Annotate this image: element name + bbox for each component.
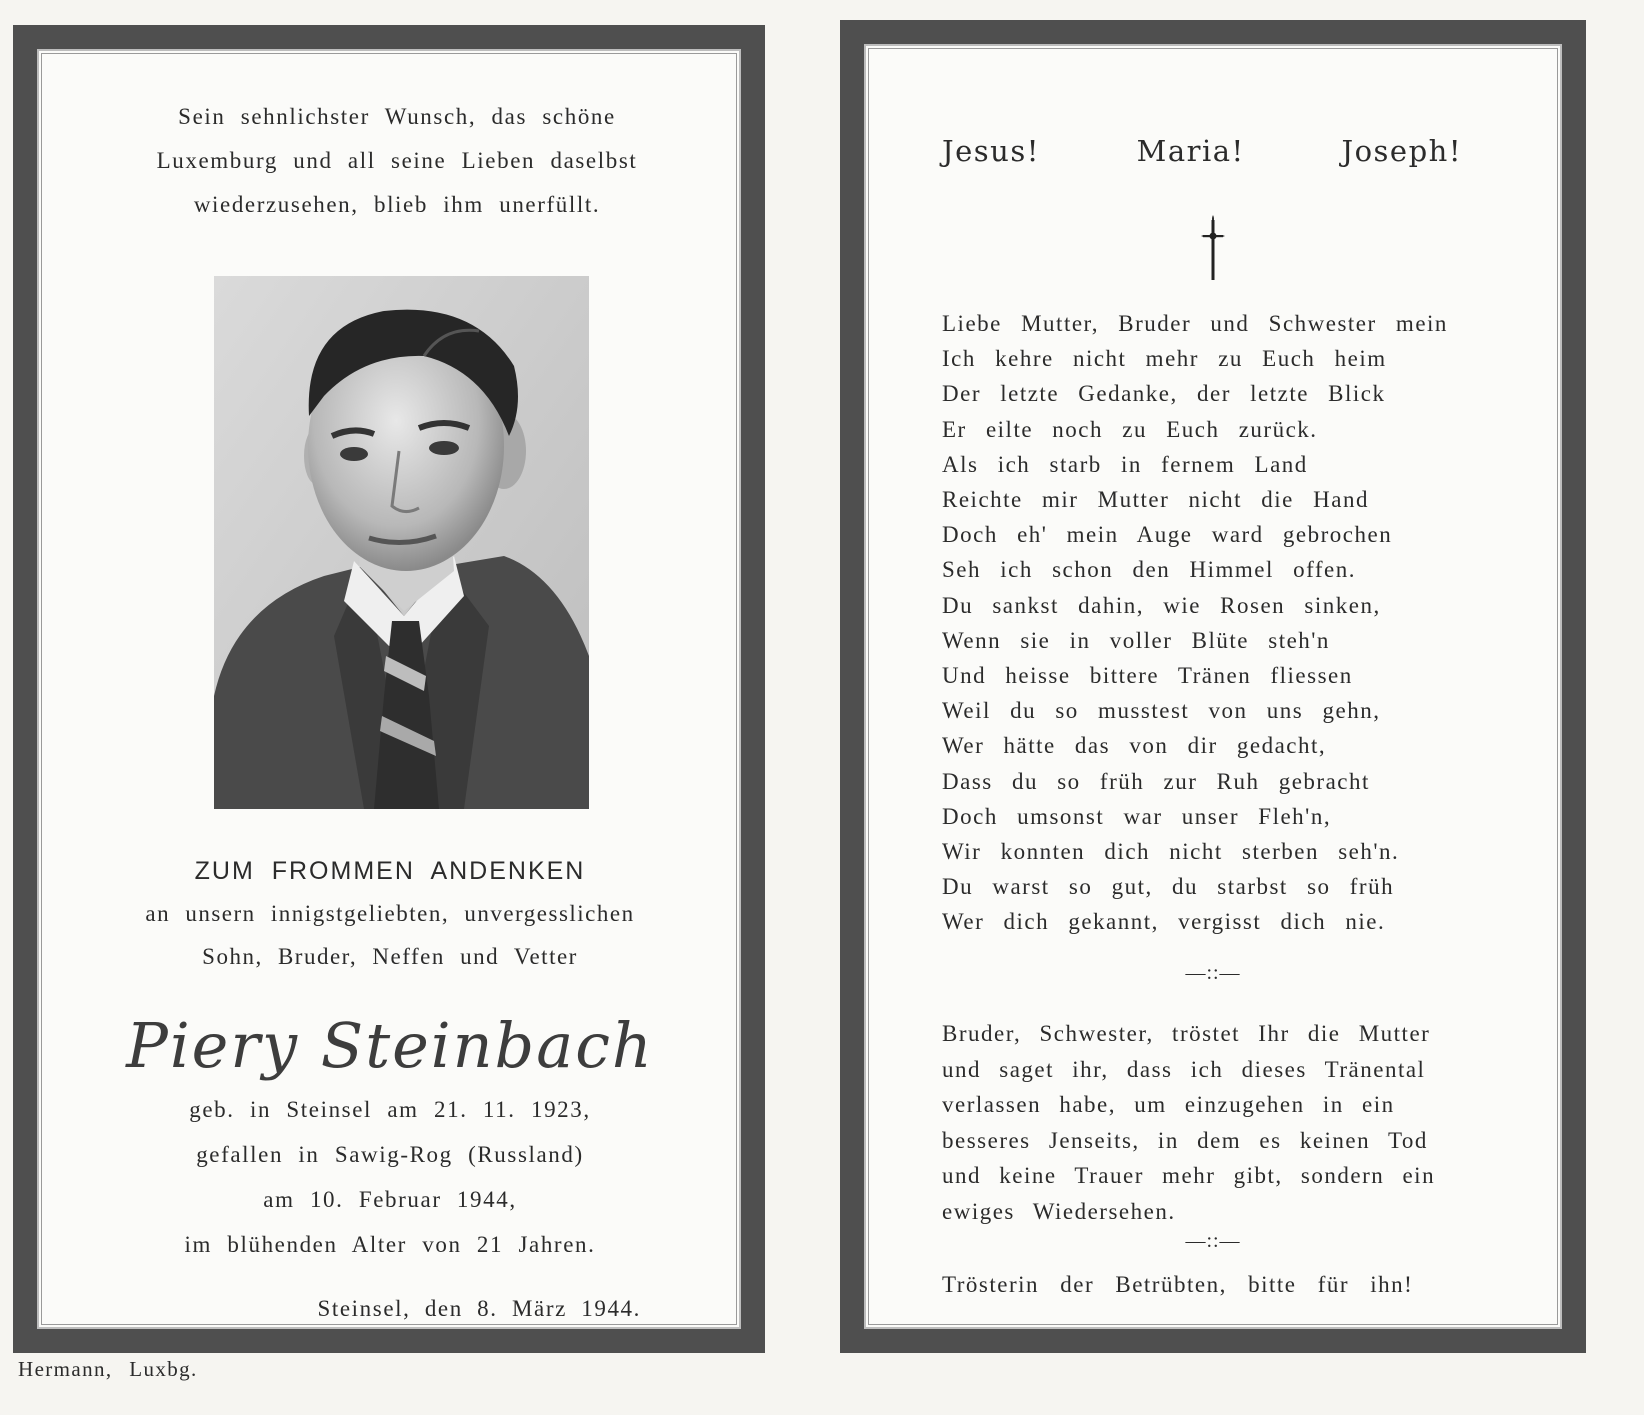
poem-line: Weil du so musstest von uns gehn, bbox=[942, 698, 1381, 724]
death-place-line: gefallen in Sawig-Rog (Russland) bbox=[196, 1142, 584, 1167]
poem-line: Doch eh' mein Auge ward gebrochen bbox=[942, 522, 1393, 548]
poem-line: Wer dich gekannt, vergisst dich nie. bbox=[942, 909, 1386, 935]
poem bbox=[942, 306, 1482, 940]
holy-names bbox=[942, 134, 1462, 168]
place-and-date: Steinsel, den 8. März 1944. bbox=[317, 1296, 641, 1321]
wish-line: Sein sehnlichster Wunsch, das schöne bbox=[178, 104, 616, 129]
wish-line: wiederzusehen, blieb ihm unerfüllt. bbox=[193, 192, 601, 217]
holy-name-maria: Maria! bbox=[1136, 134, 1245, 168]
poem-line: Du warst so gut, du starbst so früh bbox=[942, 874, 1395, 900]
poem-line: Der letzte Gedanke, der letzte Blick bbox=[942, 381, 1386, 407]
memorial-relation-line: Sohn, Bruder, Neffen und Vetter bbox=[202, 944, 578, 969]
wish-line: Luxemburg und all seine Lieben daselbst bbox=[156, 148, 638, 173]
poem-line: Du sankst dahin, wie Rosen sinken, bbox=[942, 592, 1381, 618]
poem-line: Er eilte noch zu Euch zurück. bbox=[942, 416, 1318, 442]
consolation-line: und saget ihr, dass ich dieses Tränental bbox=[942, 1056, 1426, 1082]
poem-line: Dass du so früh zur Ruh gebracht bbox=[942, 768, 1370, 794]
holy-name-jesus: Jesus! bbox=[942, 134, 1040, 168]
birth-line: geb. in Steinsel am 21. 11. 1923, bbox=[189, 1097, 591, 1122]
holy-name-joseph: Joseph! bbox=[1341, 134, 1462, 168]
consolation-line: und keine Trauer mehr gibt, sondern ein bbox=[942, 1163, 1436, 1188]
deceased-name: Piery Steinbach bbox=[126, 1009, 654, 1082]
poem-line: Wer hätte das von dir gedacht, bbox=[942, 733, 1327, 759]
poem-line: Und heisse bittere Tränen fliessen bbox=[942, 663, 1353, 689]
poem-line: Reichte mir Mutter nicht die Hand bbox=[942, 487, 1369, 513]
poem-line: Als ich starb in fernem Land bbox=[942, 451, 1308, 477]
separator-ornament: —::— bbox=[1185, 1230, 1241, 1252]
poem-line: Wenn sie in voller Blüte steh'n bbox=[942, 627, 1330, 653]
poem-line: Liebe Mutter, Bruder und Schwester mein bbox=[942, 311, 1448, 336]
consolation-line: ewiges Wiedersehen. bbox=[942, 1198, 1176, 1224]
consolation-line: besseres Jenseits, in dem es keinen Tod bbox=[942, 1127, 1428, 1153]
poem-line: Ich kehre nicht mehr zu Euch heim bbox=[942, 346, 1387, 372]
printer-credit: Hermann, Luxbg. bbox=[18, 1357, 198, 1381]
wish-text bbox=[137, 95, 657, 227]
poem-line: Doch umsonst war unser Fleh'n, bbox=[942, 803, 1332, 829]
memorial-card-front bbox=[13, 25, 765, 1353]
cross-icon bbox=[1200, 214, 1226, 284]
closing-prayer: Trösterin der Betrübten, bitte für ihn! bbox=[942, 1272, 1414, 1297]
memorial-dedication-line: an unsern innigstgeliebten, unvergesslichen bbox=[145, 901, 635, 926]
memorial-card-back bbox=[840, 20, 1586, 1353]
separator-ornament: —::— bbox=[1185, 962, 1241, 984]
memorial-heading: ZUM FROMMEN ANDENKEN bbox=[194, 857, 586, 885]
portrait-photo bbox=[214, 276, 589, 809]
consolation-line: verlassen habe, um einzugehen in ein bbox=[942, 1092, 1395, 1117]
death-date-line: am 10. Februar 1944, bbox=[263, 1187, 517, 1212]
poem-line: Wir konnten dich nicht sterben seh'n. bbox=[942, 839, 1400, 865]
consolation-text bbox=[942, 1016, 1482, 1229]
consolation-line: Bruder, Schwester, tröstet Ihr die Mutter bbox=[942, 1021, 1431, 1046]
poem-line: Seh ich schon den Himmel offen. bbox=[942, 557, 1356, 583]
age-line: im blühenden Alter von 21 Jahren. bbox=[184, 1232, 596, 1257]
